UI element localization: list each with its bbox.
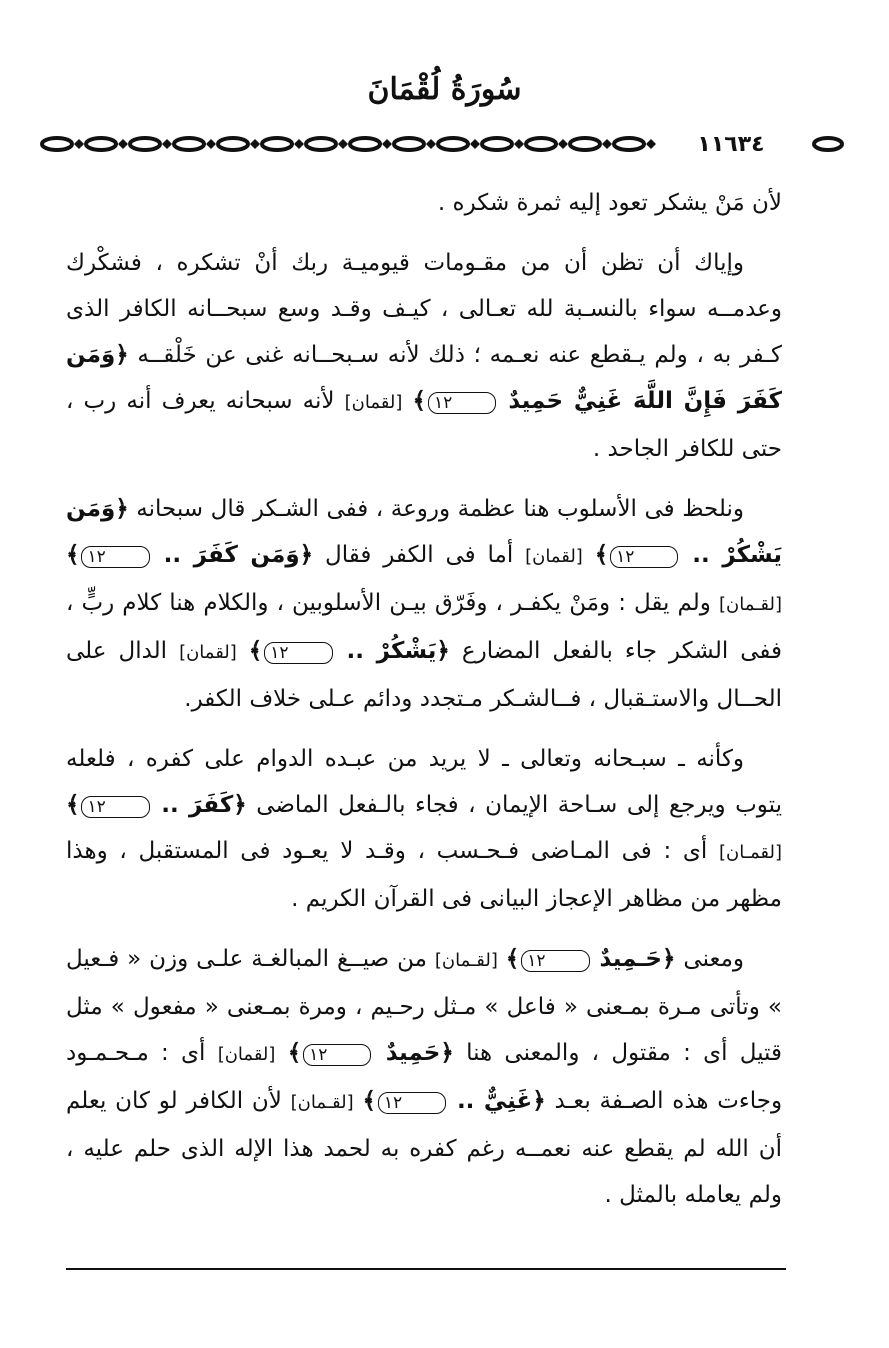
- chain-diamond: [206, 139, 216, 149]
- surah-reference: [لقمان]: [344, 392, 403, 413]
- chain-link: [174, 138, 204, 150]
- chain-diamond: [294, 139, 304, 149]
- verse-number: ١٢: [428, 392, 496, 414]
- paragraph-5: [66, 936, 782, 1218]
- chain-link: [262, 138, 292, 150]
- chain-diamond: [514, 139, 524, 149]
- quote-close: ﴾: [362, 1088, 376, 1114]
- paragraph-text: وإياك أن تظن أن من مقـومات قيوميـة ربك أنْ تشكره ، فشكْرك وعدمــه سواء بالنسـبة لله تعـالى ، كيـف وقـد وسع سبحــانه الكافر الذى كـفر به ، ولم يـقطع عنه نعـمه ؛ ذلك لأنه سـبحــانه غنى عن خَلْقــه: [66, 250, 782, 368]
- surah-reference: [لقمان]: [179, 642, 237, 663]
- paragraph-4: [66, 736, 782, 922]
- chain-diamond: [118, 139, 128, 149]
- quran-quote: ﴿كَفَرَ ..: [161, 792, 247, 818]
- surah-title: سُورَةُ لُقْمَانَ: [367, 72, 522, 107]
- page-number: ١١٦٣٤: [686, 132, 776, 158]
- chain-link: [814, 138, 842, 150]
- chain-link: [350, 138, 380, 150]
- verse-number: ١٢: [303, 1044, 371, 1066]
- paragraph-text: أى : فى المـاضى فـحـسب ، وقـد لا يعـود فى المستقبل ، وهذا مظهر من مظاهر الإعجاز البيانى فى القرآن الكريم .: [66, 838, 782, 912]
- chain-link: [438, 138, 468, 150]
- paragraph-text: وكأنه ـ سبـحانه وتعالى ـ لا يريد من عبـده الدوام على كفره ، فلعله يتوب ويرجع إلى سـاحة الإيمان ، فجاء بالـفعل الماضى: [66, 746, 783, 818]
- chain-diamond: [470, 139, 480, 149]
- footer-rule: [66, 1268, 786, 1270]
- paragraph-text: لأن الكافر لو كان يعلم أن الله لم يقطع عنه نعمــه رغم كفره به لحمد هذا الإله الذى حلم عليه ، ولم يعامله بالمثل .: [66, 1088, 782, 1208]
- paragraph-text: لأنه سبحانه يعرف أنه رب ، حتى للكافر الجاحد .: [66, 388, 782, 462]
- paragraph-text: لأن مَنْ يشكر تعود إليه ثمرة شكره .: [437, 190, 782, 216]
- chain-link: [482, 138, 512, 150]
- quran-quote: ﴿غَنِيٌّ ..: [456, 1088, 546, 1114]
- chain-link: [86, 138, 116, 150]
- quote-close: ﴾: [66, 542, 80, 568]
- chain-link: [218, 138, 248, 150]
- surah-reference: [لقـمان]: [434, 950, 498, 971]
- verse-number: ١٢: [81, 546, 149, 568]
- verse-number: ١٢: [521, 950, 589, 972]
- quran-quote: ﴿وَمَن كَفَرَ فَإِنَّ اللَّهَ غَنِيٌّ حَمِيدٌ: [66, 342, 783, 414]
- chain-link: [614, 138, 644, 150]
- quote-close: ﴾: [594, 542, 609, 568]
- chain-diamond: [162, 139, 172, 149]
- paragraph-text: من صيــغ المبالغـة علـى وزن « فـعيل » وتأتى مـرة بمـعنى « فاعل » مـثل رحـيم ، ومرة بمـعنى « مفعول » مثل قتيل أى : مقتول ، والمعنى هنا: [66, 946, 782, 1066]
- verse-number: ١٢: [264, 642, 332, 664]
- quran-quote: ﴿حَمِيدٌ: [385, 1040, 454, 1066]
- paragraph-2: [66, 240, 782, 472]
- surah-reference: [لقمان]: [217, 1044, 276, 1065]
- chain-link: [570, 138, 600, 150]
- chain-diamond: [602, 139, 612, 149]
- quote-close: ﴾: [66, 792, 80, 818]
- quran-quote: ﴿حَـمِيدٌ: [599, 946, 676, 972]
- chain-link: [130, 138, 160, 150]
- surah-reference: [لقـمان]: [718, 594, 782, 615]
- paragraph-text: ومعنى: [683, 946, 745, 972]
- quote-close: ﴾: [505, 946, 520, 972]
- chain-diamond: [74, 139, 84, 149]
- chain-diamond: [558, 139, 568, 149]
- chain-link: [306, 138, 336, 150]
- chain-diamond: [338, 139, 348, 149]
- verse-number: ١٢: [610, 546, 678, 568]
- paragraph-text: ولم يقل : ومَنْ يكفـر ، وفَرّق بيـن الأسلوبين ، والكلام هنا كلام ربٍّ ، ففى الشكر جاء بالفعل المضارع: [66, 590, 782, 664]
- quran-quote: ﴿وَمَن كَفَرَ ..: [163, 542, 314, 568]
- chain-diamond: [426, 139, 436, 149]
- verse-number: ١٢: [378, 1092, 446, 1114]
- paragraph-text: أما فى الكفر فقال: [325, 542, 514, 568]
- paragraph-text: الدال على الحــال والاستـقبال ، فــالشـكر مـتجدد ودائم عـلى خلاف الكفر.: [66, 638, 782, 712]
- quote-close: ﴾: [248, 638, 263, 664]
- paragraph-3: [66, 486, 782, 722]
- paragraph-1: [66, 180, 782, 226]
- chain-link: [394, 138, 424, 150]
- surah-reference: [لقـمان]: [290, 1092, 354, 1113]
- chain-link: [526, 138, 556, 150]
- chain-diamond: [646, 139, 656, 149]
- verse-number: ١٢: [81, 796, 149, 818]
- quran-quote: ﴿وَمَن يَشْكُرْ ..: [66, 496, 783, 568]
- page-body: [66, 180, 782, 1232]
- chain-link: [42, 138, 72, 150]
- surah-reference: [لقمان]: [525, 546, 583, 567]
- paragraph-text: أى : مـحـمـود وجاءت هذه الصـفة بعـد: [66, 1040, 783, 1114]
- chain-diamond: [250, 139, 260, 149]
- quote-close: ﴾: [287, 1040, 302, 1066]
- quran-quote: ﴿يَشْكُرْ ..: [346, 638, 450, 664]
- paragraph-text: ونلحظ فى الأسلوب هنا عظمة وروعة ، ففى الشـكر قال سبحانه: [136, 496, 744, 522]
- surah-reference: [لقمـان]: [718, 842, 782, 863]
- quote-close: ﴾: [412, 388, 426, 414]
- chain-diamond: [382, 139, 392, 149]
